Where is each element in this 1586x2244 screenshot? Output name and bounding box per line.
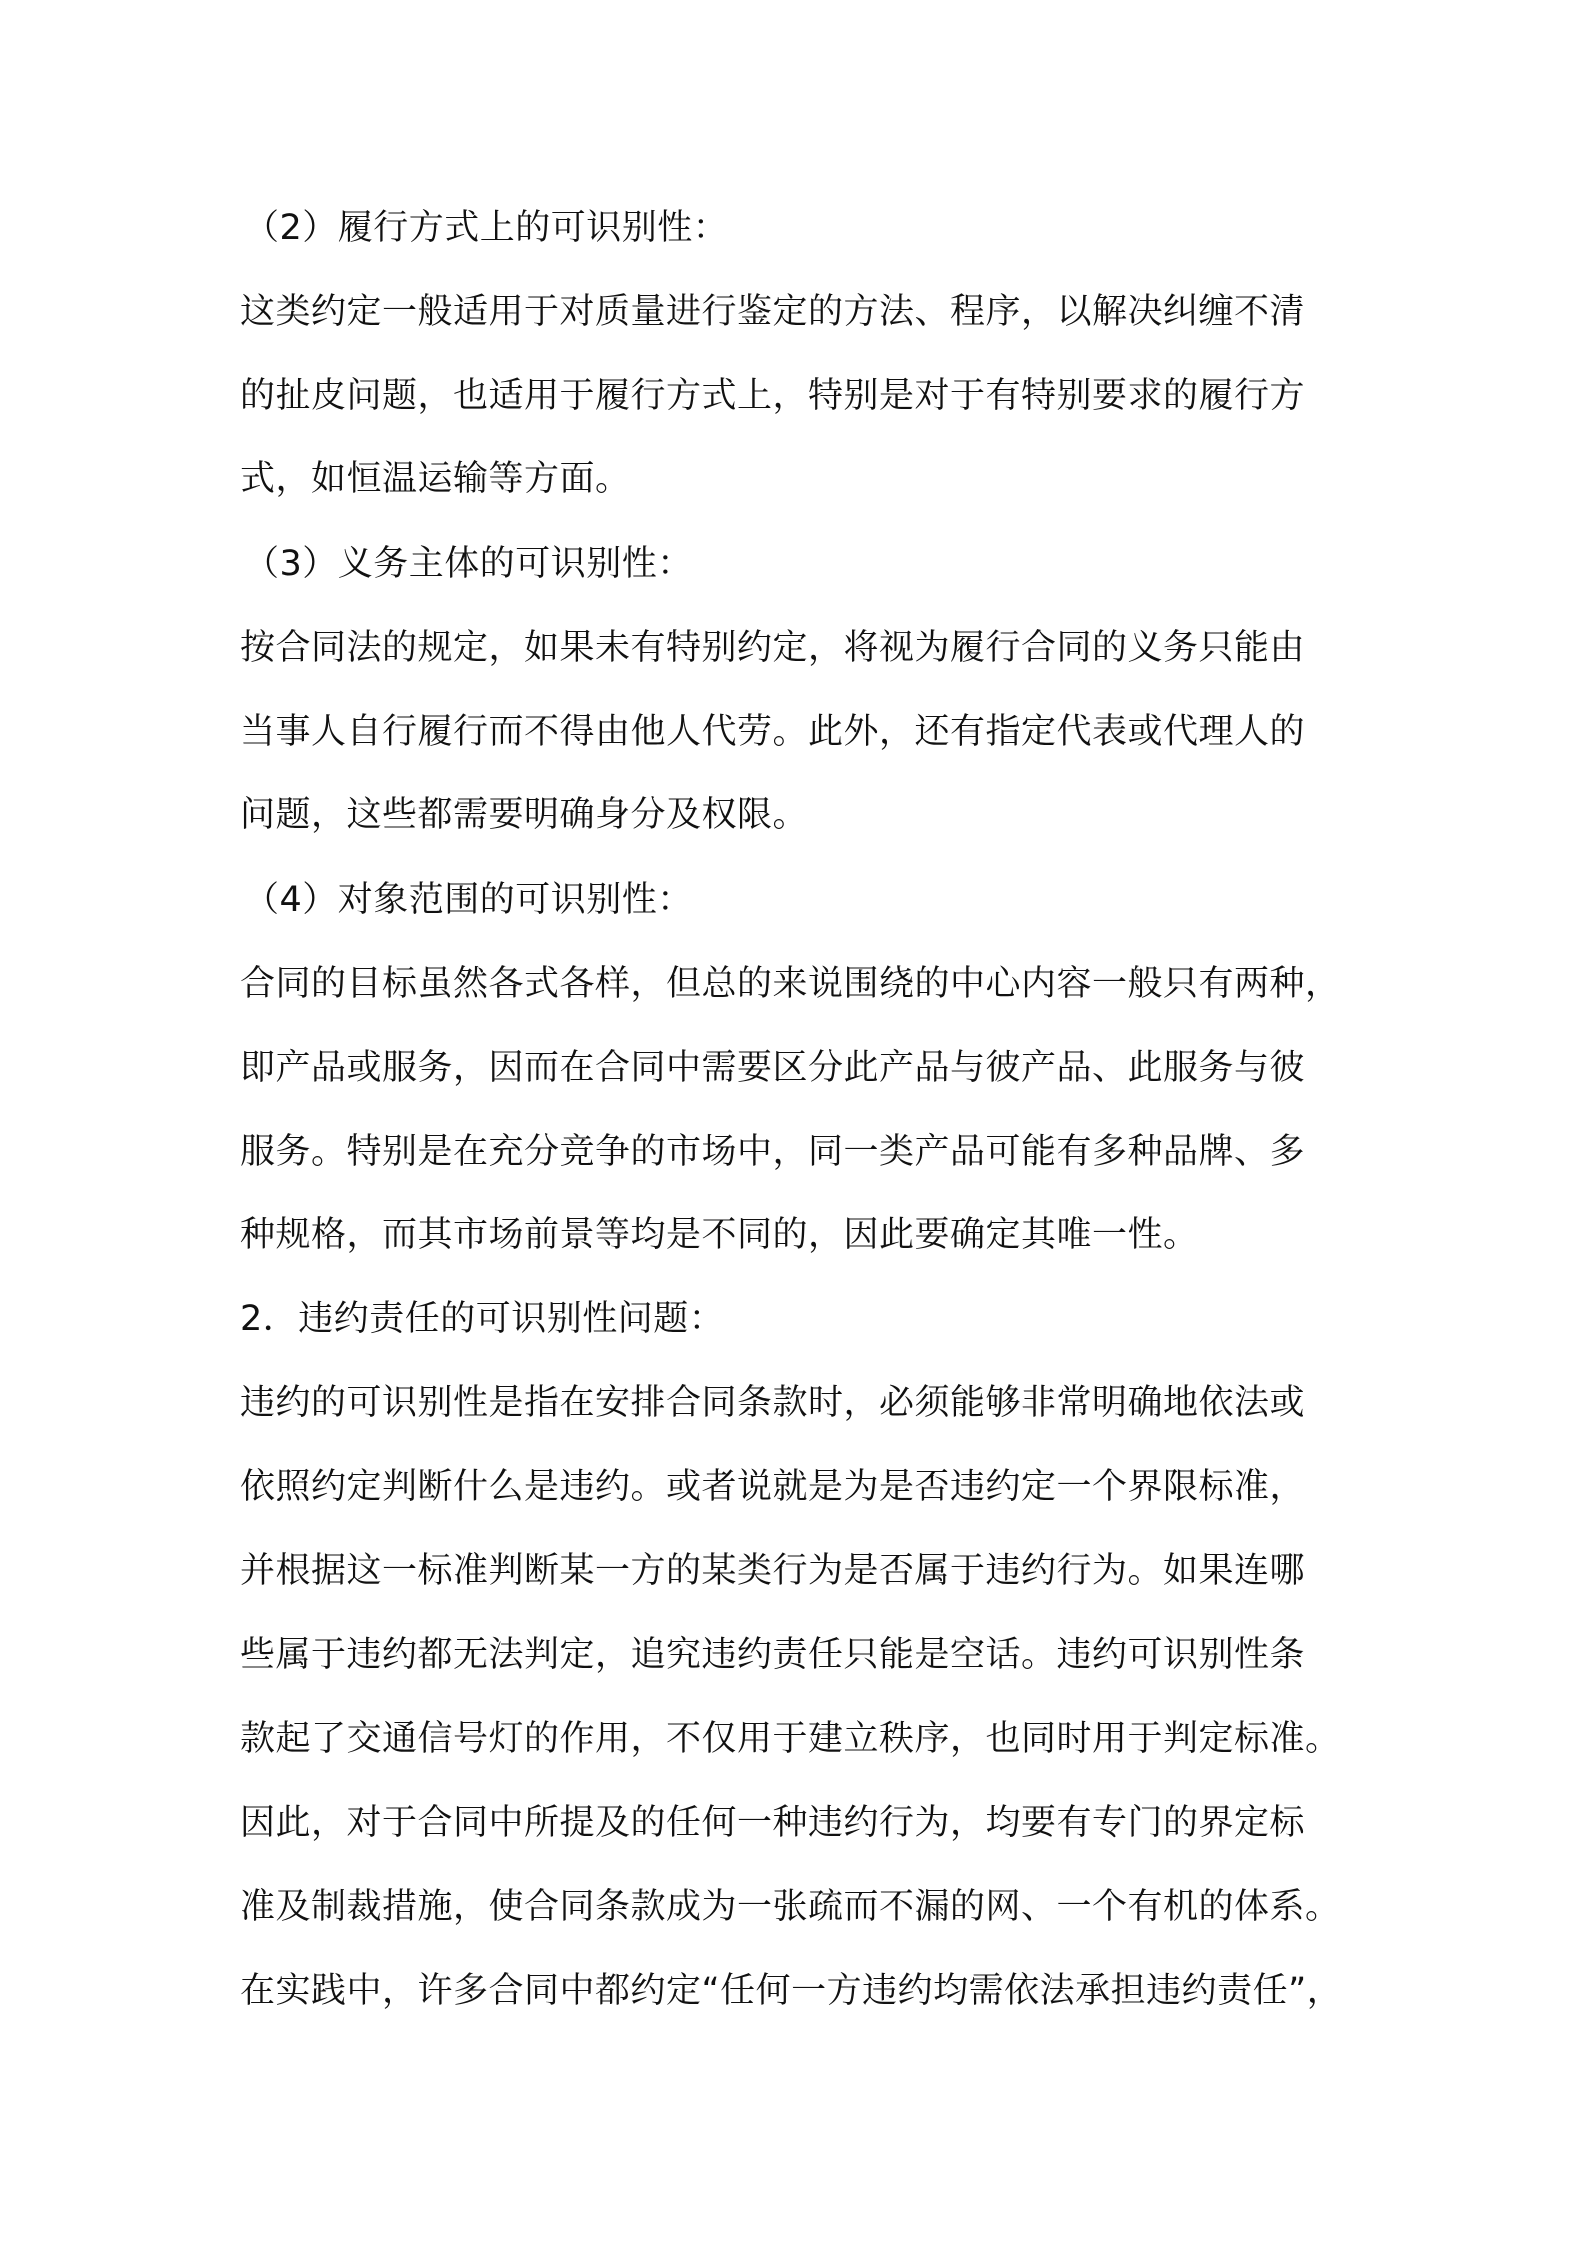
paragraph-line: 的扯皮问题，也适用于履行方式上，特别是对于有特别要求的履行方: [240, 376, 1306, 416]
paragraph-line: 些属于违约都无法判定，追究违约责任只能是空话。违约可识别性条: [240, 1635, 1306, 1675]
paragraph-line: 当事人自行履行而不得由他人代劳。此外，还有指定代表或代理人的: [240, 712, 1306, 752]
paragraph-line: 在实践中，许多合同中都约定“任何一方违约均需依法承担违约责任”，: [240, 1971, 1343, 2011]
section-heading-4: （4）对象范围的可识别性：: [244, 880, 693, 920]
paragraph-line: 依照约定判断什么是违约。或者说就是为是否违约定一个界限标准，: [240, 1467, 1306, 1507]
paragraph-line: 问题，这些都需要明确身分及权限。: [240, 795, 809, 835]
section-heading-2: （2）履行方式上的可识别性：: [244, 208, 729, 248]
paragraph-line: 按合同法的规定，如果未有特别约定，将视为履行合同的义务只能由: [240, 628, 1306, 668]
paragraph-line: 服务。特别是在充分竞争的市场中，同一类产品可能有多种品牌、多: [240, 1132, 1306, 1172]
paragraph-line: 即产品或服务，因而在合同中需要区分此产品与彼产品、此服务与彼: [240, 1048, 1306, 1088]
paragraph-line: 种规格，而其市场前景等均是不同的，因此要确定其唯一性。: [240, 1215, 1199, 1255]
paragraph-line: 并根据这一标准判断某一方的某类行为是否属于违约行为。如果连哪: [240, 1551, 1306, 1591]
section-heading-breach: 2．违约责任的可识别性问题：: [240, 1299, 725, 1339]
paragraph-line: 因此，对于合同中所提及的任何一种违约行为，均要有专门的界定标: [240, 1803, 1306, 1843]
section-heading-3: （3）义务主体的可识别性：: [244, 544, 693, 584]
paragraph-line: 款起了交通信号灯的作用，不仅用于建立秩序，也同时用于判定标准。: [240, 1719, 1341, 1759]
paragraph-line: 合同的目标虽然各式各样，但总的来说围绕的中心内容一般只有两种，: [240, 964, 1341, 1004]
paragraph-line: 式，如恒温运输等方面。: [240, 459, 631, 499]
paragraph-line: 这类约定一般适用于对质量进行鉴定的方法、程序，以解决纠缠不清: [240, 292, 1306, 332]
paragraph-line: 违约的可识别性是指在安排合同条款时，必须能够非常明确地依法或: [240, 1383, 1306, 1423]
paragraph-line: 准及制裁措施，使合同条款成为一张疏而不漏的网、一个有机的体系。: [240, 1887, 1341, 1927]
